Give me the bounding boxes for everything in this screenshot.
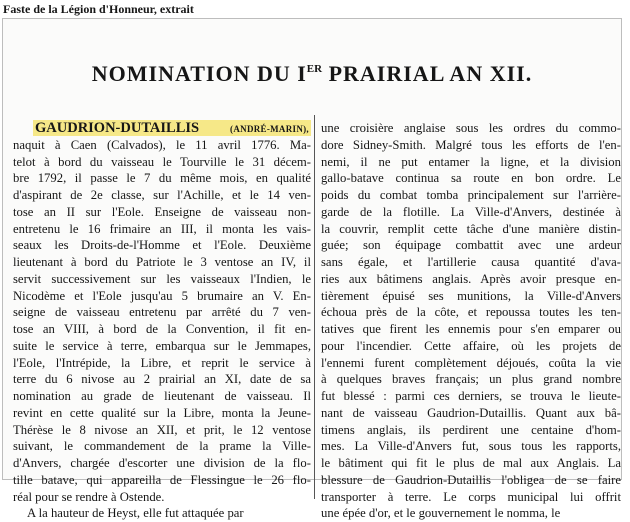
text-line: terre du 6 nivose au 2 prairial an XI, date de sa	[13, 372, 311, 387]
text-line: entretenu le 16 frimaire an III, il monta les vais-	[13, 221, 311, 236]
text-line: nemi, il ne put entamer la ligne, et la division	[321, 154, 621, 169]
entry-given-names: (ANDRÉ-MARIN),	[230, 124, 309, 134]
text-line: pour l'incendier. Cette affaire, où les projets de	[321, 338, 621, 353]
text-line: ries aux bâtimens anglais. Après avoir presque en-	[321, 271, 621, 286]
text-line: suite le service à terre, embarqua sur le Jemmapes,	[13, 338, 311, 353]
highlighted-name	[33, 120, 311, 136]
text-line: une croisière anglaise sous les ordres du commo-	[321, 121, 621, 135]
text-line: servit successivement sur les vaisseaux l'Indien, le	[13, 271, 311, 286]
text-line: bre 1792, il passe le 7 du même mois, en qualité	[13, 171, 311, 186]
heading-text-after: PRAIRIAL AN XII.	[322, 61, 533, 86]
text-line: sans égale, et l'artillerie causa quantité d'ava-	[321, 255, 621, 269]
text-line: nant de vaisseau Gaudrion-Dutaillis. Quant aux bâ-	[321, 405, 621, 420]
text-line: tatives que firent les ennemis pour s'en emparer ou	[321, 322, 621, 336]
heading-text-before: NOMINATION DU I	[91, 61, 307, 86]
entry-surname: GAUDRION-DUTAILLIS	[35, 120, 200, 136]
text-line: tille batave, qui appareilla de Flessingue le 26 flo-	[13, 472, 311, 487]
text-line: Nicodème et l'Eole jusqu'au 5 brumaire an V. En-	[13, 288, 311, 303]
left-column	[13, 120, 311, 522]
text-line: lieutenant à bord du Patriote le 3 ventose an IV, il	[13, 255, 311, 269]
right-column-text	[321, 120, 621, 522]
text-line: d'Anvers, chargée d'escorter une division de la flo-	[13, 456, 311, 470]
text-line: revint en cette qualité sur la Libre, monta la Jeune-	[13, 405, 311, 420]
text-line: une épée d'or, et le gouvernement le nomma, le	[321, 506, 561, 521]
scanned-page	[2, 18, 622, 521]
text-line: tièrement épuisé ses munitions, la Ville-d'Anvers	[321, 288, 621, 303]
text-line: A la hauteur de Heyst, elle fut attaquée par	[27, 506, 244, 521]
text-line: fut blessé : parmi ces derniers, se trouva le lieute-	[321, 389, 621, 403]
section-heading	[3, 61, 621, 87]
text-line: transporter à terre. Le corps municipal lui offrit	[321, 489, 621, 504]
text-line: à quelques braves français; un plus grand nombre	[321, 372, 621, 387]
text-line: naquit à Caen (Calvados), le 11 avril 1776. Ma-	[13, 137, 311, 152]
text-line: dore Sidney-Smith. Malgré tous les efforts de l'en-	[321, 137, 621, 152]
text-line: mes. La Ville-d'Anvers fut, sous tous les rapports,	[321, 439, 621, 454]
text-line: Thérèse le 8 nivose an XII, et prit, le 12 ventose	[13, 422, 311, 437]
text-line: réal pour se rendre à Ostende.	[13, 489, 165, 504]
column-divider	[314, 115, 315, 499]
text-line: tose an VIII, à bord de la Convention, il fit en-	[13, 322, 311, 336]
left-column-text	[13, 137, 311, 522]
text-line: blessure de Gaudrion-Dutaillis l'obligea de se faire	[321, 472, 621, 487]
text-line: guée; son équipage combattit avec une ardeur	[321, 238, 621, 253]
text-line: seaux les Droits-de-l'Homme et l'Eole. Deuxième	[13, 238, 311, 253]
text-line: seigne de vaisseau entretenu par arrêté du 7 ven-	[13, 305, 311, 320]
text-line: l'Eole, l'Intrépide, la Libre, et reprit le service à	[13, 355, 311, 370]
heading-superscript: ER	[306, 63, 323, 75]
text-line: telot à bord du vaisseau le Tourville le 31 décem-	[13, 154, 311, 169]
text-line: poids du combat tomba principalement sur l'arrière-	[321, 188, 621, 202]
text-line: tose an II sur l'Eole. Enseigne de vaisseau non-	[13, 204, 311, 219]
text-line: timens anglais, ils perdirent une centaine d'hom-	[321, 422, 621, 437]
entry-name-line	[13, 120, 311, 137]
right-column	[321, 120, 621, 522]
text-line: garde de la flotille. La Ville-d'Anvers, destinée à	[321, 204, 621, 219]
text-line: d'aspirant de 2e classe, sur l'Achille, et le 14 ven-	[13, 188, 311, 202]
text-line: échoua près de la côte, et repoussa toutes les ten-	[321, 305, 621, 320]
text-line: la couvrir, remplit cette tâche d'une manière distin-	[321, 221, 621, 236]
document-caption: Faste de la Légion d'Honneur, extrait	[3, 2, 194, 16]
text-line: nomination au grade de lieutenant de vaisseau. Il	[13, 389, 311, 403]
text-line: suivant, le commandement de la prame la Ville-	[13, 439, 311, 454]
text-line: le bâtiment qui fit le plus de mal aux Anglais. La	[321, 456, 621, 470]
text-line: gallo-batave continua sa route en bon ordre. Le	[321, 171, 621, 186]
text-line: l'ennemi furent complètement déjoués, coûta la vie	[321, 355, 621, 370]
